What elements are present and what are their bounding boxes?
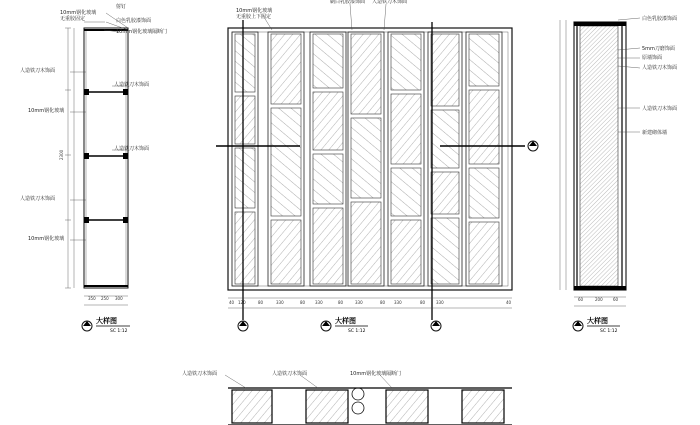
panel-cell	[313, 34, 343, 88]
left-label-glass-door: 10mm钢化玻璃隔断门	[116, 29, 168, 35]
center-dim-label: 330	[436, 300, 444, 305]
plan-panel	[306, 390, 348, 423]
plan-label-wood-2: 人造铁刀木饰面	[272, 371, 308, 377]
section-marker-bottom-right	[431, 321, 441, 331]
panel-cell	[235, 148, 255, 208]
left-section-view	[20, 3, 167, 334]
right-label-new-wall: 新建砌体墙	[642, 130, 668, 136]
center-dim-label: 330	[394, 300, 402, 305]
center-dim-label: 40	[506, 300, 512, 305]
panel-column	[310, 32, 346, 286]
section-marker-right	[528, 141, 538, 151]
panel-cell	[469, 34, 499, 86]
plan-label-glass-door: 10mm钢化玻璃隔断门	[350, 371, 402, 377]
panel-cell	[469, 222, 499, 284]
panel-cell	[271, 108, 301, 216]
plan-panel	[462, 390, 504, 423]
panel-cell	[351, 118, 381, 198]
left-dim-b3: 300	[115, 296, 123, 301]
left-dim-b1: 350	[88, 296, 96, 301]
center-title: 大样图	[335, 317, 356, 325]
right-label-white-paint: 白色乳胶漆饰面	[642, 16, 678, 22]
panel-cell	[391, 34, 421, 90]
left-title: 大样图	[96, 317, 117, 325]
panel-cell	[431, 110, 459, 168]
panel-cell	[351, 34, 381, 114]
left-label-wood-4: 人造铁刀木饰面	[20, 196, 56, 202]
center-dim-label: 80	[420, 300, 426, 305]
panel-cell	[235, 34, 255, 92]
panel-column	[268, 32, 304, 286]
panel-column	[348, 32, 384, 286]
center-dim-label: 330	[276, 300, 284, 305]
right-section-view	[560, 15, 677, 334]
right-label-wall: 原墙饰面	[642, 55, 663, 61]
center-dim-label: 80	[258, 300, 264, 305]
panel-cell	[431, 218, 459, 284]
panel-column	[428, 32, 462, 286]
left-label-glass-3: 10mm钢化玻璃	[28, 236, 65, 242]
panel-columns	[232, 32, 502, 286]
right-label-wood-2: 人造铁刀木饰面	[642, 106, 678, 112]
panel-cell	[431, 34, 459, 106]
left-label-glass-2: 10mm钢化玻璃	[28, 108, 65, 114]
center-label-fix: 无重胶上下固定	[236, 14, 272, 20]
left-label-wood-1: 人造铁刀木饰面	[20, 68, 56, 74]
right-dim-b1: 60	[578, 297, 584, 302]
panel-cell	[391, 94, 421, 164]
center-dim-label: 80	[338, 300, 344, 305]
plan-panel	[386, 390, 428, 423]
panel-column	[232, 32, 258, 286]
left-dim-b2: 250	[101, 296, 109, 301]
center-dim-label: 120	[238, 300, 246, 305]
plan-panel	[232, 390, 272, 423]
panel-cell	[391, 220, 421, 284]
panel-cell	[469, 90, 499, 164]
right-dim-b3: 60	[613, 297, 619, 302]
panel-cell	[235, 96, 255, 144]
left-label-no-glue-fix: 无重胶固定	[60, 16, 86, 22]
center-label-white: 刷白乳胶漆饰面	[330, 0, 366, 5]
right-dim-b2: 200	[595, 297, 603, 302]
panel-cell	[313, 154, 343, 204]
center-elevation-view	[216, 0, 538, 334]
panel-cell	[313, 92, 343, 150]
panel-cell	[469, 168, 499, 218]
center-dim-label: 40	[229, 300, 235, 305]
right-label-wood-1: 人造铁刀木饰面	[642, 65, 678, 71]
center-dim-label: 330	[315, 300, 323, 305]
panel-cell	[271, 220, 301, 284]
panel-cell	[235, 212, 255, 284]
right-label-5mm: 5mm刀磨饰面	[642, 46, 675, 52]
panel-column	[388, 32, 424, 286]
left-label-glass-10mm: 10mm钢化玻璃	[60, 10, 97, 16]
center-dim-label: 80	[300, 300, 306, 305]
panel-cell	[313, 208, 343, 284]
panel-cell	[271, 34, 301, 104]
left-label-nail: 射钉	[116, 4, 127, 10]
plan-label-wood-1: 人造铁刀木饰面	[182, 371, 218, 377]
center-scale: SC 1:12	[348, 329, 366, 334]
panel-cell	[391, 168, 421, 216]
left-label-wood-3: 人造铁刀木饰面	[114, 146, 150, 152]
left-label-wood-2: 人造铁刀木饰面	[114, 82, 150, 88]
right-title: 大样图	[587, 317, 608, 325]
center-bottom-dims	[229, 300, 512, 305]
left-dim-height: 2300	[59, 149, 64, 160]
plan-panels	[232, 390, 504, 423]
center-label-wood: 人造铁刀木饰面	[372, 0, 408, 5]
panel-column	[466, 32, 502, 286]
center-dim-label: 80	[380, 300, 386, 305]
left-label-white-paint: 白色乳胶漆饰面	[116, 18, 152, 24]
panel-cell	[431, 172, 459, 214]
section-marker-bottom-left	[238, 321, 248, 331]
panel-cell	[351, 202, 381, 284]
center-dim-label: 330	[355, 300, 363, 305]
center-label-glass: 10mm钢化玻璃	[236, 8, 273, 14]
right-scale: SC 1:12	[600, 329, 618, 334]
bottom-plan-view	[182, 370, 512, 425]
left-scale: SC 1:12	[110, 329, 128, 334]
